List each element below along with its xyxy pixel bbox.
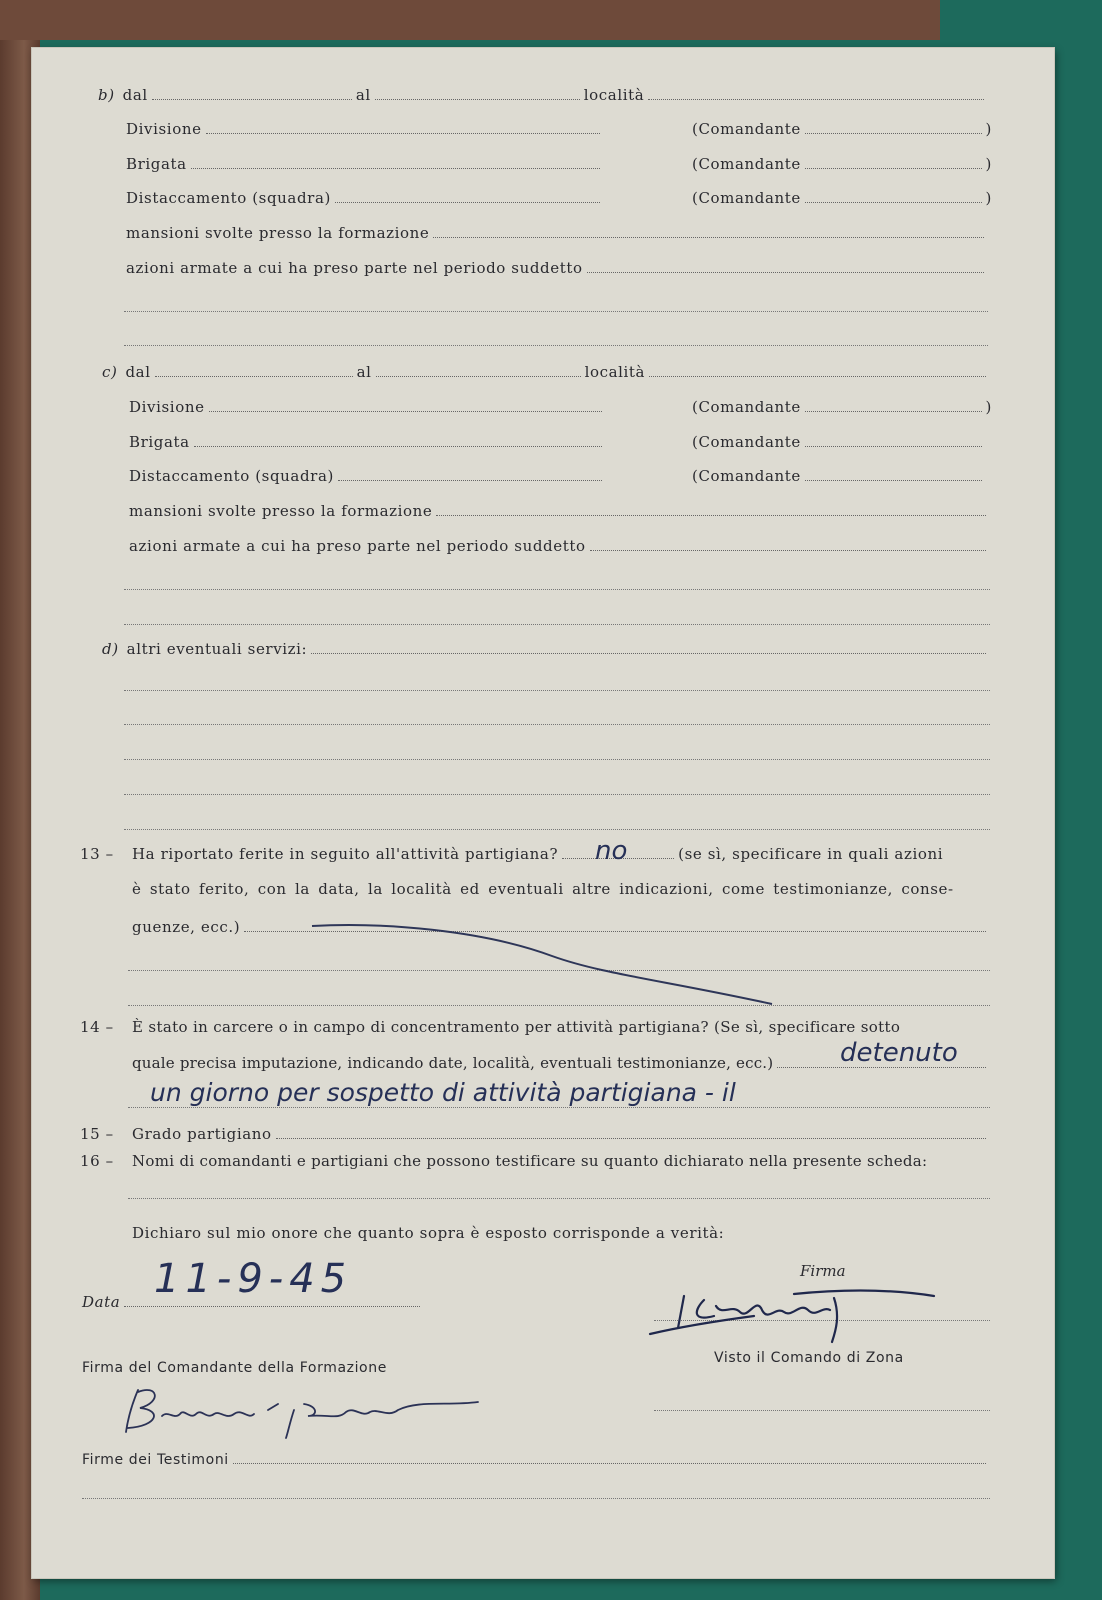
- q15-row: [80, 1125, 990, 1143]
- section-c-distaccamento-comandante: [692, 467, 986, 485]
- q14-row-1: [80, 1018, 992, 1036]
- q16-label: Nomi di comandanti e partigiani che possono testificare su quanto dichiarato nella presente scheda:: [132, 1152, 928, 1170]
- section-b-mansioni-row: [126, 224, 988, 242]
- section-b-azioni-label: azioni armate a cui ha preso parte nel periodo suddetto: [126, 259, 583, 277]
- q16-field[interactable]: [128, 1198, 990, 1199]
- section-b-dates-row: [98, 86, 988, 104]
- comandante-field[interactable]: [805, 444, 982, 447]
- q14-number: 14 –: [80, 1018, 114, 1036]
- section-b-divisione-field[interactable]: [206, 131, 600, 134]
- comandante-field[interactable]: [805, 409, 982, 412]
- date-label: Data: [82, 1293, 121, 1311]
- witness-label: Firme dei Testimoni: [82, 1452, 229, 1468]
- witness-line-2[interactable]: [82, 1498, 990, 1499]
- section-c-azioni-line-3[interactable]: [124, 624, 990, 625]
- section-d-line-5[interactable]: [124, 794, 990, 795]
- comandante-close: ): [985, 189, 992, 207]
- comandante-close: ): [985, 120, 992, 138]
- section-b-azioni-field[interactable]: [587, 270, 984, 273]
- section-b-brigata-label: Brigata: [126, 155, 187, 173]
- comandante-field[interactable]: [805, 166, 982, 169]
- section-c-divisione-comandante: [692, 398, 992, 416]
- section-d-line-3[interactable]: [124, 724, 990, 725]
- section-d-field[interactable]: [311, 651, 986, 654]
- paper-stack-edge-top: [0, 0, 940, 40]
- section-b-distaccamento-row: [126, 189, 604, 207]
- zone-row: [714, 1350, 974, 1366]
- zone-label: Visto il Comando di Zona: [714, 1350, 904, 1366]
- section-c-dates-row: [102, 363, 990, 381]
- section-c-mansioni-field[interactable]: [436, 513, 986, 516]
- section-b-divisione-label: Divisione: [126, 120, 202, 138]
- section-c-marker: c): [102, 363, 118, 381]
- section-b-brigata-comandante: [692, 155, 992, 173]
- section-b-dal-label: dal: [122, 86, 148, 104]
- comandante-label: (Comandante: [692, 189, 801, 207]
- section-b-azioni-row: [126, 259, 988, 277]
- comandante-label: (Comandante: [692, 467, 801, 485]
- section-b-brigata-row: [126, 155, 604, 173]
- section-b-divisione-row: [126, 120, 604, 138]
- section-c-dal-field[interactable]: [155, 374, 353, 377]
- section-b-al-label: al: [355, 86, 371, 104]
- section-c-divisione-field[interactable]: [209, 409, 602, 412]
- section-c-al-field[interactable]: [376, 374, 581, 377]
- commander-signature-image: [118, 1380, 488, 1440]
- section-c-azioni-line-2[interactable]: [124, 589, 990, 590]
- q14-answer-part-1: detenuto: [840, 1038, 958, 1068]
- declaration-row: [132, 1224, 990, 1242]
- section-c-brigata-label: Brigata: [129, 433, 190, 451]
- commander-row: [82, 1360, 462, 1376]
- section-d-marker: d): [102, 640, 119, 658]
- q13-answer: no: [595, 836, 628, 866]
- q13-question-line-3: guenze, ecc.): [132, 918, 241, 936]
- comandante-close: ): [985, 398, 992, 416]
- signature-label: Firma: [800, 1262, 846, 1280]
- form-sheet: [32, 48, 1054, 1578]
- section-b-marker: b): [98, 86, 115, 104]
- section-c-localita-field[interactable]: [649, 374, 986, 377]
- section-c-divisione-label: Divisione: [129, 398, 205, 416]
- section-b-brigata-field[interactable]: [191, 166, 600, 169]
- date-value: 11-9-45: [154, 1256, 353, 1302]
- section-d-line-2[interactable]: [124, 690, 990, 691]
- section-d-line-6[interactable]: [124, 829, 990, 830]
- q14-question: È stato in carcere o in campo di concentramento per attività partigiana? (Se sì, specificare sotto: [132, 1018, 901, 1036]
- q13-number: 13 –: [80, 845, 114, 863]
- section-b-distaccamento-label: Distaccamento (squadra): [126, 189, 331, 207]
- comandante-label: (Comandante: [692, 433, 801, 451]
- section-b-al-field[interactable]: [375, 97, 580, 100]
- q13-question-cont: (se sì, specificare in quali azioni: [678, 845, 944, 863]
- section-b-dal-field[interactable]: [152, 97, 352, 100]
- q16-row: [80, 1152, 992, 1170]
- section-c-mansioni-row: [129, 502, 990, 520]
- q14-question-line-2: quale precisa imputazione, indicando date, località, eventuali testimonianze, ecc.): [132, 1054, 774, 1072]
- declaration-text: Dichiaro sul mio onore che quanto sopra è esposto corrisponde a verità:: [132, 1224, 725, 1242]
- q15-label: Grado partigiano: [132, 1125, 272, 1143]
- section-c-distaccamento-row: [129, 467, 606, 485]
- comandante-close: ): [985, 155, 992, 173]
- witness-row: [82, 1452, 990, 1468]
- section-b-distaccamento-field[interactable]: [335, 200, 600, 203]
- comandante-label: (Comandante: [692, 155, 801, 173]
- q13-strike-through-stroke: [302, 908, 782, 1008]
- section-d-row: [102, 640, 990, 658]
- q16-number: 16 –: [80, 1152, 114, 1170]
- q14-answer-part-2: un giorno per sospetto di attività partigiana - il: [150, 1078, 736, 1107]
- section-d-line-4[interactable]: [124, 759, 990, 760]
- section-c-azioni-row: [129, 537, 990, 555]
- section-c-distaccamento-field[interactable]: [338, 478, 602, 481]
- comandante-field[interactable]: [805, 131, 982, 134]
- comandante-field[interactable]: [805, 478, 982, 481]
- section-d-label: altri eventuali servizi:: [126, 640, 308, 658]
- section-b-mansioni-field[interactable]: [433, 235, 984, 238]
- q13-question: Ha riportato ferite in seguito all'attività partigiana?: [132, 845, 559, 863]
- section-b-localita-field[interactable]: [648, 97, 984, 100]
- date-field[interactable]: [124, 1304, 420, 1307]
- witness-field[interactable]: [233, 1461, 986, 1464]
- q13-row-2: [132, 880, 990, 898]
- comandante-label: (Comandante: [692, 120, 801, 138]
- q15-number: 15 –: [80, 1125, 114, 1143]
- section-b-distaccamento-comandante: [692, 189, 992, 207]
- signature-image: [644, 1276, 944, 1346]
- section-b-azioni-line-2[interactable]: [124, 311, 988, 312]
- section-c-mansioni-label: mansioni svolte presso la formazione: [129, 502, 433, 520]
- section-b-azioni-line-3[interactable]: [124, 345, 988, 346]
- section-b-localita-label: località: [583, 86, 645, 104]
- section-c-brigata-field[interactable]: [194, 444, 602, 447]
- section-b-mansioni-label: mansioni svolte presso la formazione: [126, 224, 430, 242]
- section-c-divisione-row: [129, 398, 606, 416]
- q14-answer-line-2[interactable]: [128, 1107, 990, 1108]
- commander-label: Firma del Comandante della Formazione: [82, 1360, 387, 1376]
- section-c-al-label: al: [356, 363, 372, 381]
- comandante-label: (Comandante: [692, 398, 801, 416]
- section-c-azioni-label: azioni armate a cui ha preso parte nel periodo suddetto: [129, 537, 586, 555]
- section-c-brigata-row: [129, 433, 606, 451]
- section-c-azioni-field[interactable]: [590, 548, 986, 551]
- section-c-brigata-comandante: [692, 433, 986, 451]
- q15-field[interactable]: [276, 1136, 986, 1139]
- q13-question-line-2: è stato ferito, con la data, la località ed eventuali altre indicazioni, come testimonianze, conse-: [132, 880, 954, 898]
- q13-row-1: [80, 845, 992, 863]
- comandante-field[interactable]: [805, 200, 982, 203]
- section-b-divisione-comandante: [692, 120, 992, 138]
- section-c-distaccamento-label: Distaccamento (squadra): [129, 467, 334, 485]
- section-c-localita-label: località: [584, 363, 646, 381]
- section-c-dal-label: dal: [125, 363, 151, 381]
- zone-signature-field[interactable]: [654, 1410, 990, 1411]
